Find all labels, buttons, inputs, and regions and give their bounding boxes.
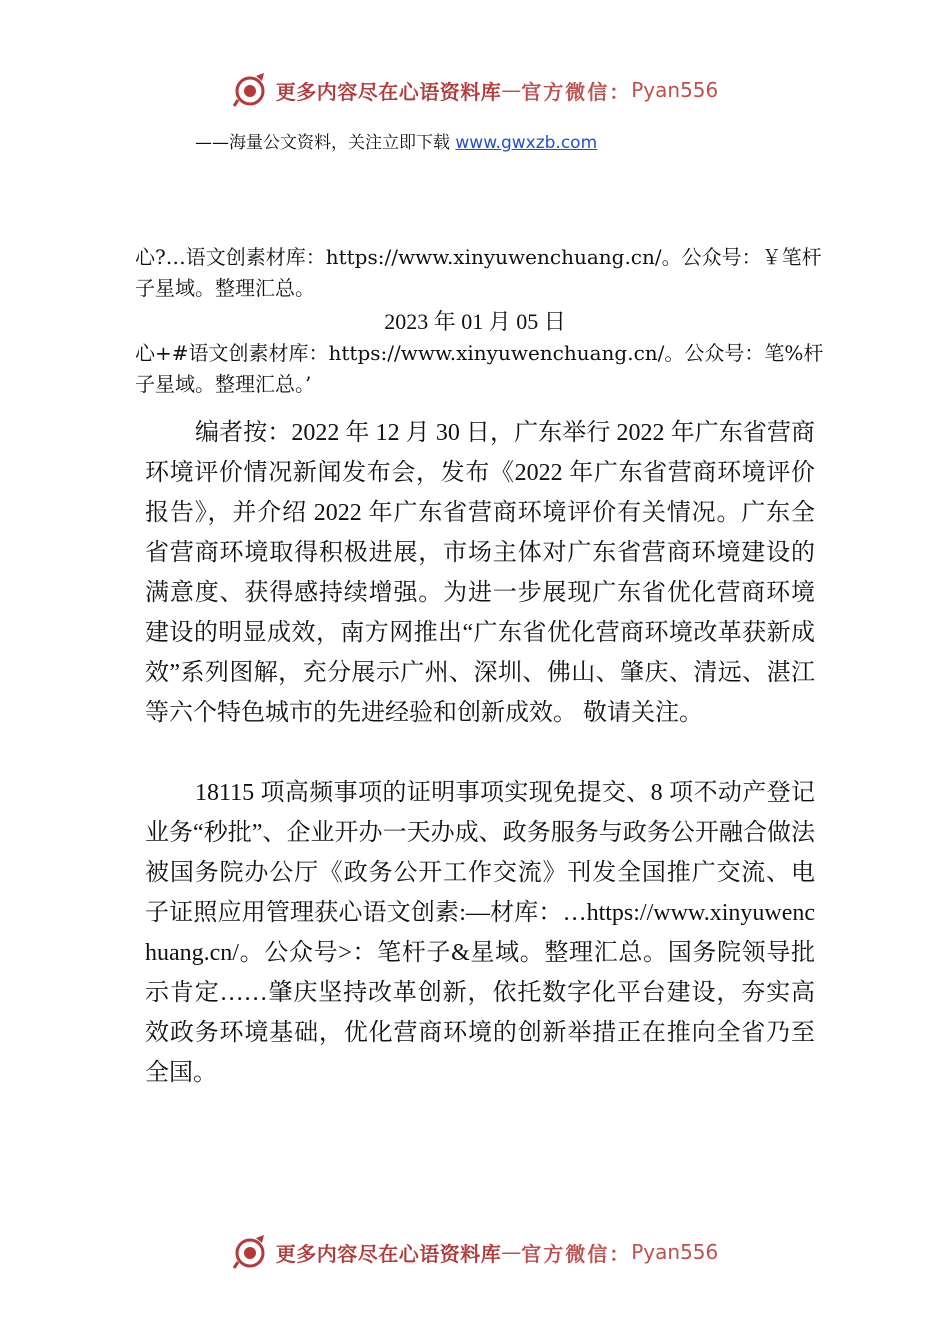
watermark-line-2: 心+#语文创素材库：https://www.xinyuwenchuang.cn/。公众号：笔%杆子星域。整理汇总。’ xyxy=(135,341,824,396)
brand-logo-icon xyxy=(232,1232,272,1272)
body-paragraph: 18115 项高频事项的证明事项实现免提交、8 项不动产登记业务“秒批”、企业开办一天办成、政务服务与政务公开融合做法被国务院办公厅《政务公开工作交流》刊发全国推广交流、电子证照应用管理获心语文创素:—材库：…https://www.xinyuwenchuang.cn/。公众号>：笔杆子&星域。整理汇总。国务院领导批示肯定……肇庆坚持改革创新，依托数字化平台建设，夯实高效政务环境基础，优化营商环境的创新举措正在推向全省乃至全国。 xyxy=(145,780,815,1086)
tagline-text: ——海量公文资料，关注立即下载 xyxy=(195,133,456,153)
banner-title: 更多内容尽在心语资料库 xyxy=(275,79,502,104)
banner-dash: — xyxy=(501,1240,522,1264)
banner-wechat-label: 官方微信： xyxy=(521,79,632,104)
editor-note-paragraph: 编者按：2022 年 12 月 30 日，广东举行 2022 年广东省营商环境评价情况新闻发布会，发布《2022 年广东省营商环境评价报告》，并介绍 2022 年广东省营商环境评价有关情况。广东全省营商环境取得积极进展，市场主体对广东省营商环境建设的满意度、获得感持续增强。为进一步展现广东省优化营商环境建设的明显成效，南方网推出“广东省优化营商环境改革获新成效”系列图解，充分展示广州、深圳、佛山、肇庆、清远、湛江等六个特色城市的先进经验和创新成效。 敬请关注。 xyxy=(145,420,815,726)
banner-title: 更多内容尽在心语资料库 xyxy=(275,1241,502,1266)
document-date: 2023 年 01 月 05 日 xyxy=(384,309,566,334)
brand-logo-icon xyxy=(232,70,272,110)
header-banner xyxy=(0,70,950,110)
banner-wechat-id: Pyan556 xyxy=(631,1240,719,1264)
footer-banner xyxy=(0,1232,950,1272)
banner-wechat-label: 官方微信： xyxy=(521,1241,632,1266)
banner-dash: — xyxy=(501,78,522,102)
watermark-line-1: 心?…语文创素材库：https://www.xinyuwenchuang.cn/。公众号：￥笔杆子星域。整理汇总。 xyxy=(135,245,822,300)
banner-wechat-id: Pyan556 xyxy=(631,78,719,102)
tagline xyxy=(195,128,597,153)
download-link[interactable]: www.gwxzb.com xyxy=(455,133,598,153)
